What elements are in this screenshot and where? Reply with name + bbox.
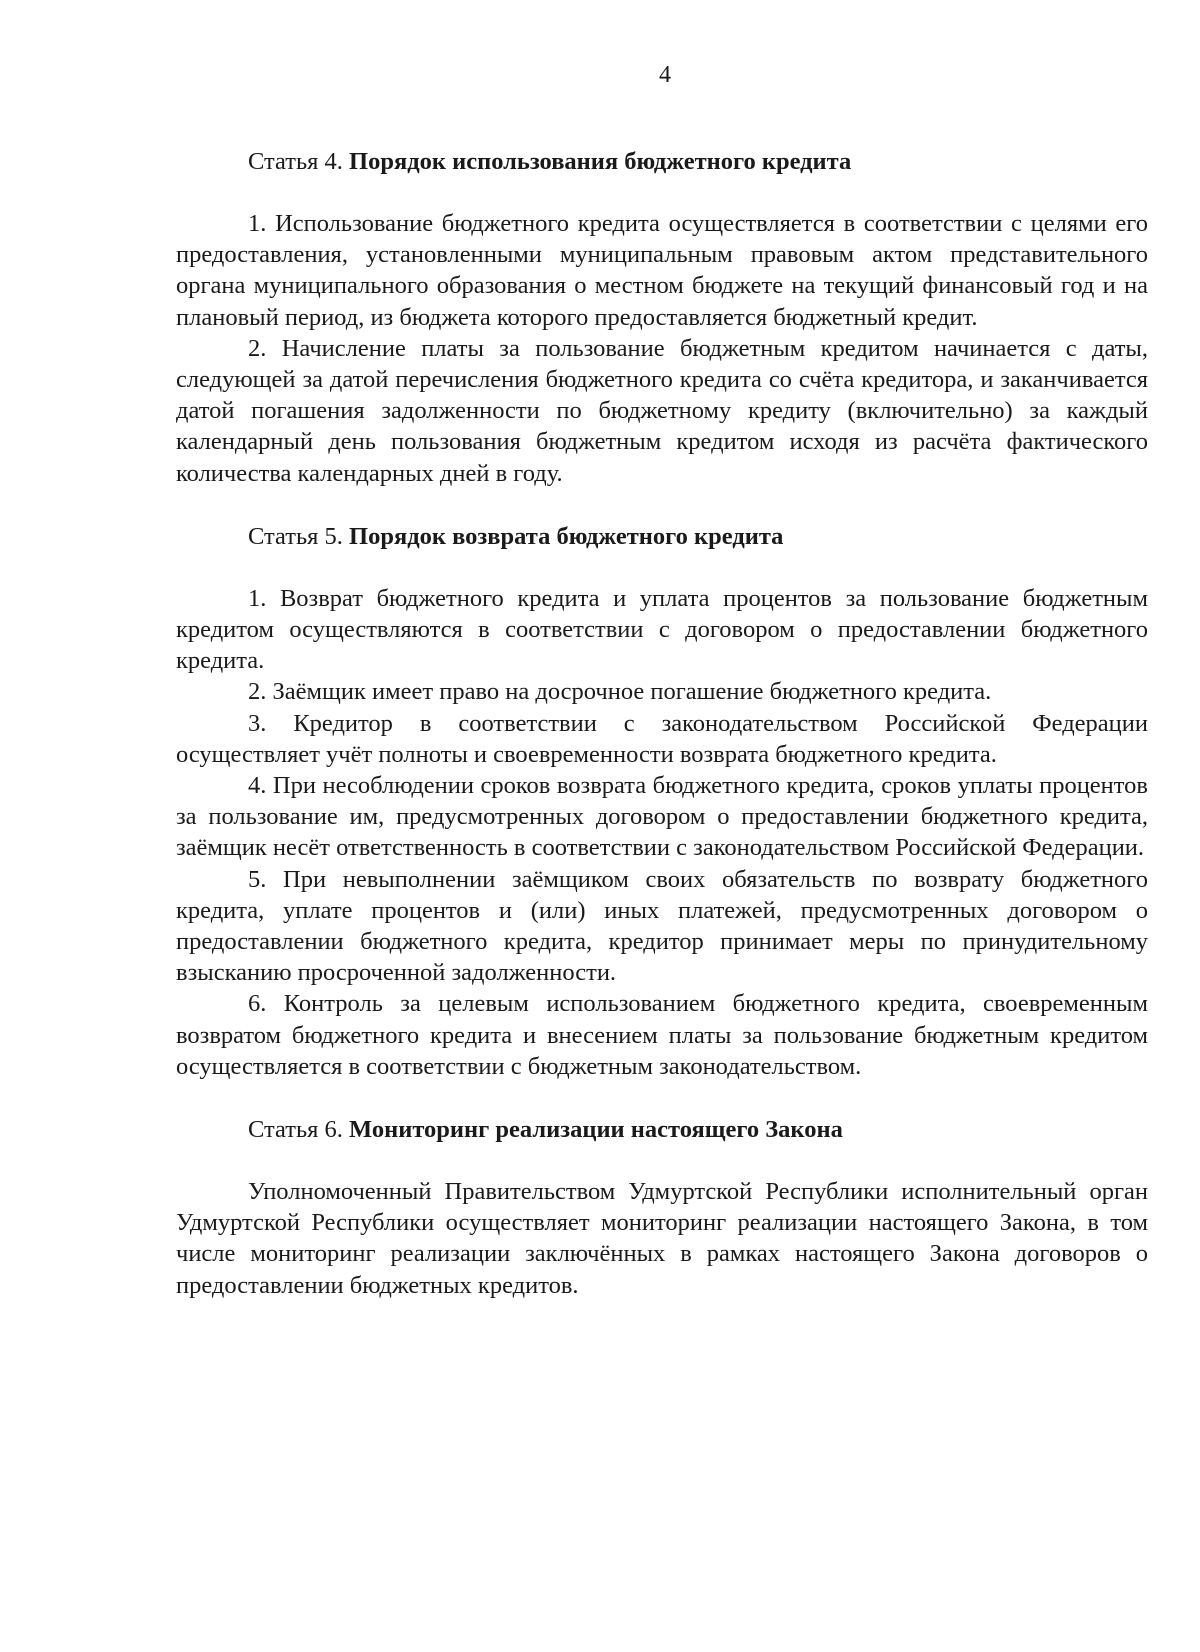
article-5-heading	[176, 521, 1148, 552]
article-5-paragraph-1: 1. Возврат бюджетного кредита и уплата процентов за пользование бюджетным кредитом осуществляются в соответствии с договором о предоставлении бюджетного кредита.	[176, 584, 1148, 675]
article-5-title: Порядок возврата бюджетного кредита	[349, 522, 784, 550]
article-5-paragraph-4: 4. При несоблюдении сроков возврата бюджетного кредита, сроков уплаты процентов за пользование им, предусмотренных договором о предоставлении бюджетного кредита, заёмщик несёт ответственность в соответствии с законодательством Российской Федерации.	[176, 772, 1148, 862]
document-body	[176, 146, 1148, 1301]
article-4-heading	[176, 146, 1148, 177]
article-6-prefix: Статья 6.	[248, 1116, 343, 1144]
article-5-prefix: Статья 5.	[248, 522, 343, 550]
article-6	[176, 1114, 1148, 1301]
article-4	[176, 146, 1148, 489]
article-6-heading	[176, 1114, 1148, 1145]
article-4-title: Порядок использования бюджетного кредита	[349, 148, 852, 175]
article-6-title: Мониторинг реализации настоящего Закона	[349, 1116, 843, 1144]
article-4-prefix: Статья 4.	[248, 148, 343, 175]
article-5	[176, 521, 1148, 1082]
article-4-paragraph-1: 1. Использование бюджетного кредита осуществляется в соответствии с целями его предоставления, установленными муниципальным правовым актом представительного органа муниципального образования о местном бюджете на текущий финансовый год и на плановый период, из бюджета которого предоставляется бюджетный кредит.	[176, 210, 1148, 331]
page-number: 4	[659, 62, 671, 88]
article-5-paragraph-6: 6. Контроль за целевым использованием бюджетного кредита, своевременным возвратом бюджетного кредита и внесением платы за пользование бюджетным кредитом осуществляется в соответствии с бюджетным законодательством.	[176, 990, 1148, 1080]
article-5-paragraph-3: 3. Кредитор в соответствии с законодательством Российской Федерации осуществляет учёт полноты и своевременности возврата бюджетного кредита.	[176, 709, 1148, 768]
article-5-paragraph-2: 2. Заёмщик имеет право на досрочное погашение бюджетного кредита.	[248, 678, 992, 706]
article-4-paragraph-2: 2. Начисление платы за пользование бюджетным кредитом начинается с даты, следующей за датой перечисления бюджетного кредита со счёта кредитора, и заканчивается датой погашения задолженности по бюджетному кредиту (включительно) за каждый календарный день пользования бюджетным кредитом исходя из расчёта фактического количества календарных дней в году.	[176, 334, 1148, 487]
article-5-paragraph-5: 5. При невыполнении заёмщиком своих обязательств по возврату бюджетного кредита, уплате процентов и (или) иных платежей, предусмотренных договором о предоставлении бюджетного кредита, кредитор принимает меры по принудительному взысканию просроченной задолженности.	[176, 865, 1148, 987]
article-6-paragraph-1: Уполномоченный Правительством Удмуртской Республики исполнительный орган Удмуртской Республики осуществляет мониторинг реализации настоящего Закона, в том числе мониторинг реализации заключённых в рамках настоящего Закона договоров о предоставлении бюджетных кредитов.	[176, 1178, 1148, 1299]
